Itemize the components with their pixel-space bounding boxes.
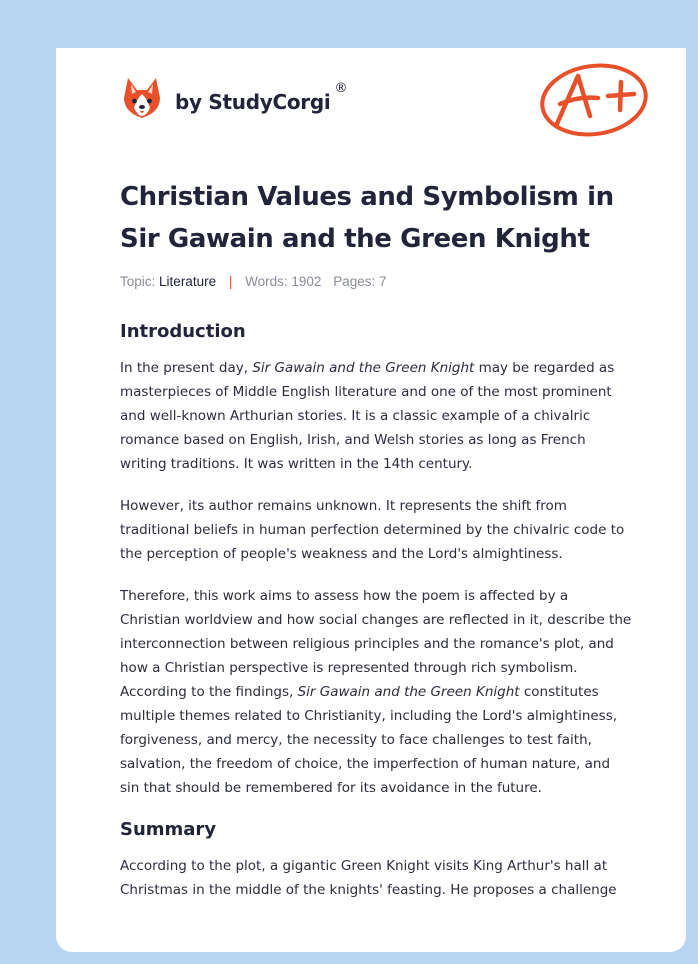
corgi-icon (122, 76, 162, 120)
paragraph: According to the plot, a gigantic Green Knight visits King Arthur's hall at Christmas in the middle of the knights' feasting. He proposes a challenge (120, 858, 617, 898)
section-heading-introduction: Introduction (120, 321, 246, 342)
meta-separator: | (228, 274, 233, 289)
registered-mark: ® (334, 80, 348, 96)
document-page (56, 48, 686, 952)
title-line: Christian Values and Symbolism in (120, 182, 614, 212)
paragraph: Therefore, this work aims to assess how the poem is affected by a Christian worldview and how social changes are reflected in it, describe the interconnection between religious principles and the romance's plot, and how a Christian perspective is represented through rich symbolism. According to the findings, Sir Gawain and the Green Knight constitutes multiple themes related to Christianity, including the Lord's almightiness, forgiveness, and mercy, the necessity to face challenges to test faith, salvation, the freedom of choice, the imperfection of human nature, and sin that should be remembered for its avoidance in the future. (120, 588, 632, 796)
topic-label: Topic: (120, 274, 156, 289)
a-plus-grade-icon (538, 60, 650, 140)
section-heading-summary: Summary (120, 819, 217, 840)
studycorgi-logo[interactable] (122, 76, 347, 120)
header (56, 48, 686, 168)
title-line: Sir Gawain and the Green Knight (120, 224, 590, 254)
paragraph: However, its author remains unknown. It represents the shift from traditional beliefs in human perfection determined by the chivalric code to the perception of people's weakness and the Lord's almightiness. (120, 498, 625, 562)
topic-link[interactable]: Literature (159, 274, 217, 289)
article-meta (120, 274, 632, 294)
article (120, 176, 632, 902)
brand-name: by StudyCorgi (175, 90, 331, 114)
page-title (120, 176, 632, 260)
word-count: Words: 1902 (245, 274, 322, 289)
page-count: Pages: 7 (333, 274, 387, 289)
paragraph: In the present day, Sir Gawain and the Green Knight may be regarded as masterpieces of Middle English literature and one of the most prominent and well-known Arthurian stories. It is a classic example of a chivalric romance based on English, Irish, and Welsh stories as long as French writing traditions. It was written in the 14th century. (120, 360, 615, 472)
